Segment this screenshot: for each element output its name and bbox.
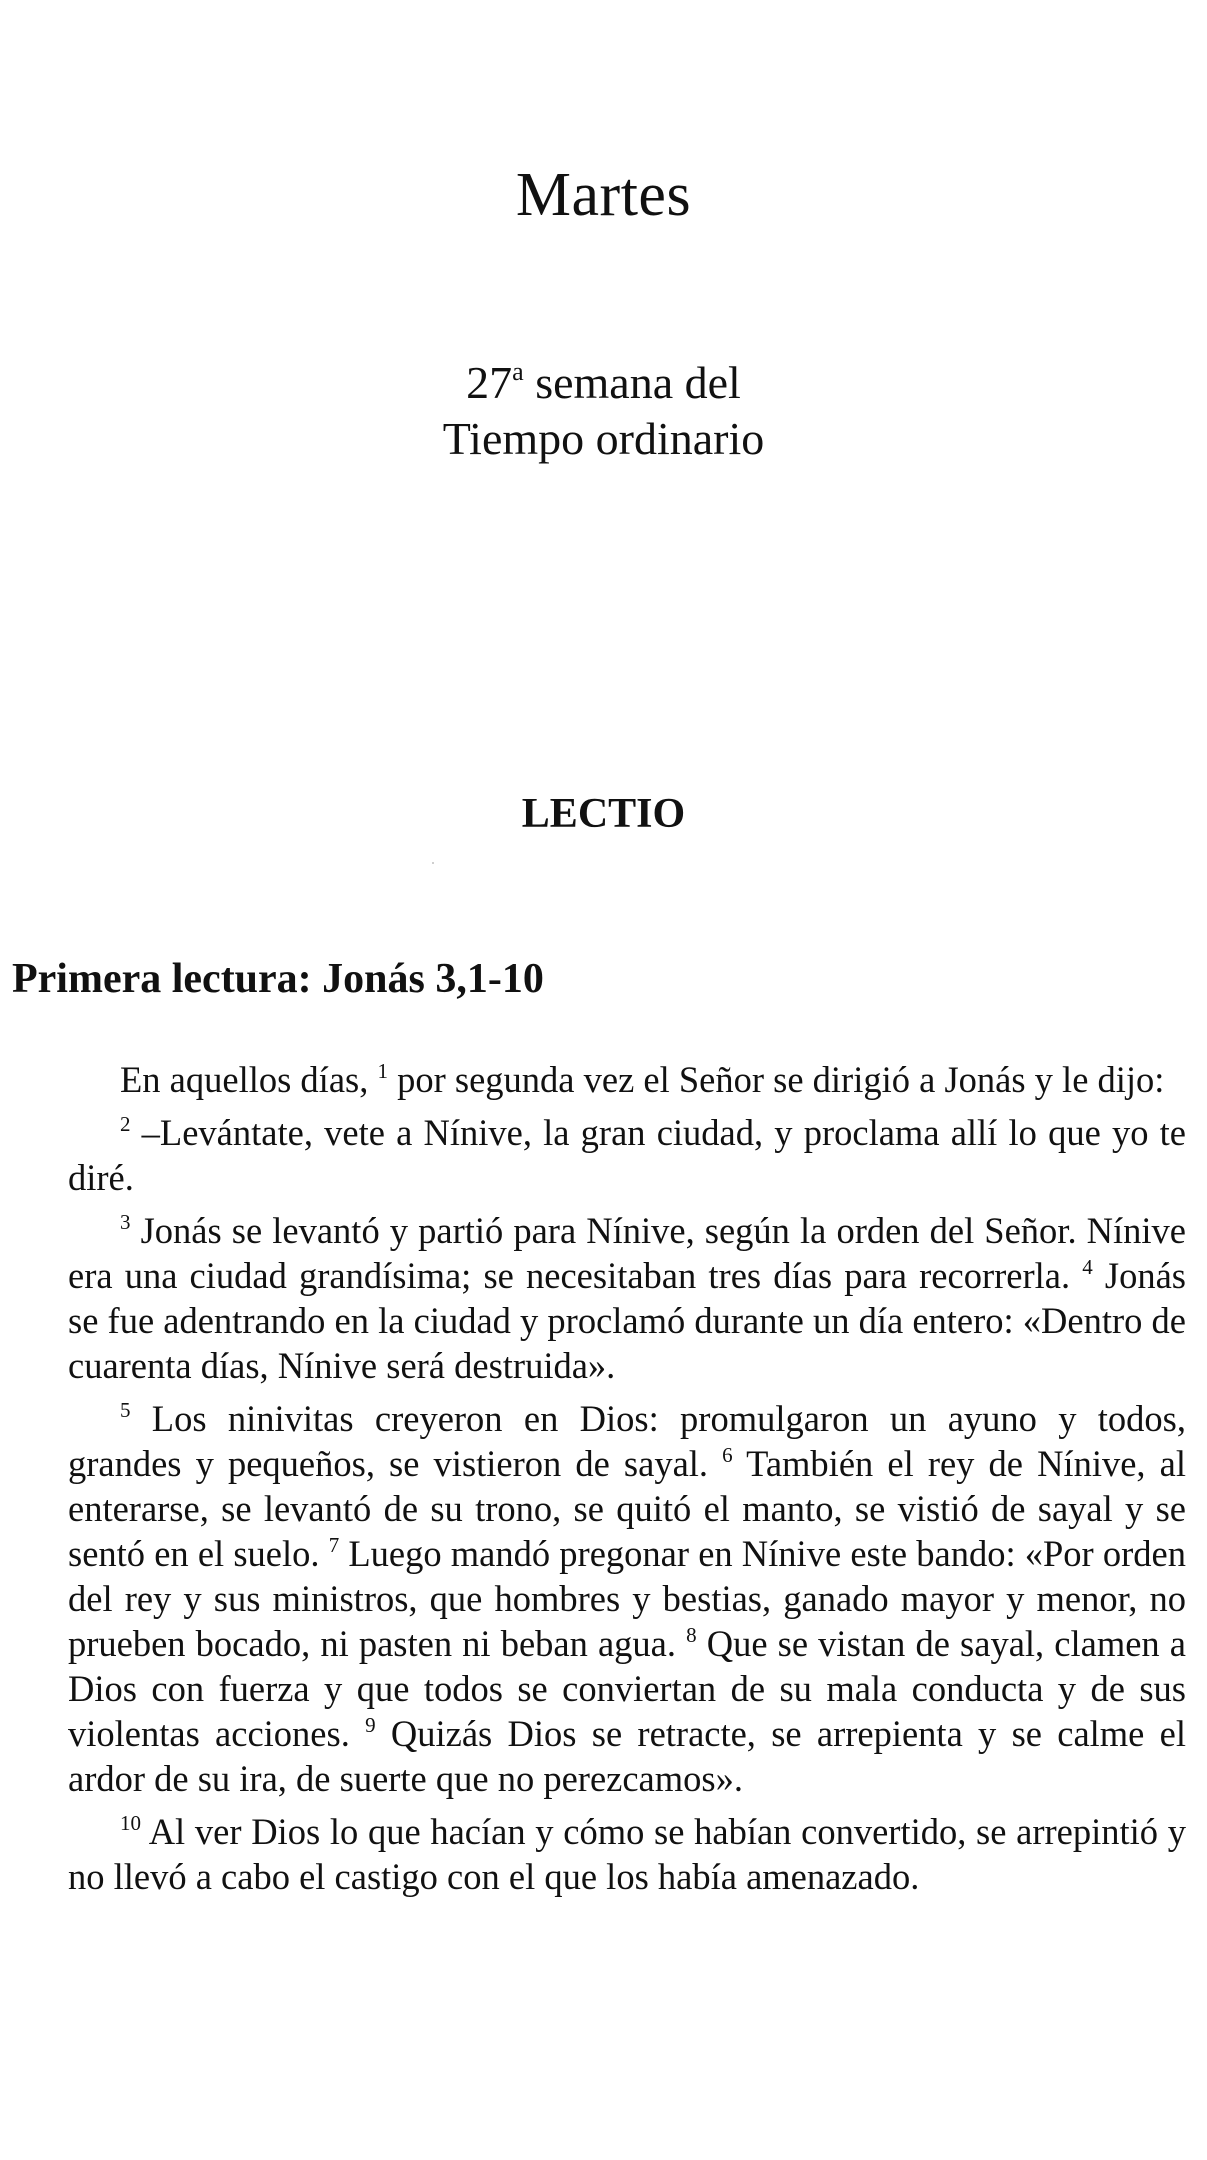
reading-paragraph (68, 1396, 1186, 1801)
verse-text: por segunda vez el Señor se dirigió a Jonás y le dijo: (387, 1059, 1165, 1100)
verse-number: 10 (120, 1811, 141, 1835)
reading-paragraph (68, 1110, 1186, 1200)
verse-number: 1 (377, 1059, 388, 1083)
verse-number: 6 (722, 1443, 733, 1467)
print-speck (432, 862, 434, 864)
reading-body (68, 1057, 1186, 1907)
week-ordinal-suffix: a (512, 357, 524, 386)
section-heading: LECTIO (521, 791, 686, 837)
verse-text: Jonás se levantó y partió para Nínive, según la orden del Señor. Nínive era una ciudad grandísima; se necesitaban tres días para recorrerla. (68, 1210, 1186, 1296)
verse-number: 9 (365, 1713, 376, 1737)
reading-heading: Primera lectura: Jonás 3,1-10 (12, 956, 544, 1002)
verse-text: –Levántate, vete a Nínive, la gran ciudad, y proclama allí lo que yo te diré. (68, 1112, 1186, 1198)
page-title: Martes (515, 161, 692, 229)
reading-paragraph (68, 1208, 1186, 1388)
verse-text: Al ver Dios lo que hacían y cómo se habían convertido, se arrepintió y no llevó a cabo el castigo con el que los había amenazado. (68, 1811, 1186, 1897)
verse-number: 7 (328, 1533, 340, 1557)
verse-text: También el rey de Nínive, al enterarse, se levantó de su trono, se quitó el manto, se vistió de sayal y se sentó en el suelo. (68, 1443, 1186, 1574)
verse-number: 8 (686, 1623, 697, 1647)
verse-text: Los ninivitas creyeron en Dios: promulgaron un ayuno y todos, grandes y pequeños, se vistieron de sayal. (68, 1398, 1186, 1484)
verse-number: 4 (1082, 1255, 1093, 1279)
week-number: 27 (466, 357, 513, 408)
week-rest: semana del (523, 357, 741, 408)
reading-paragraph (68, 1057, 1186, 1102)
verse-number: 3 (120, 1210, 131, 1234)
week-line (0, 355, 1207, 411)
verse-text: Quizás Dios se retracte, se arrepienta y se calme el ardor de su ira, de suerte que no perezcamos». (68, 1713, 1186, 1799)
reading-paragraph (68, 1809, 1186, 1899)
verse-number: 2 (120, 1112, 131, 1136)
verse-text: Luego mandó pregonar en Nínive este bando: «Por orden del rey y sus ministros, que hombres y bestias, ganado mayor y menor, no prueben bocado, ni pasten ni beban agua. (68, 1533, 1186, 1664)
verse-number: 5 (120, 1398, 131, 1422)
verse-text: Que se vistan de sayal, clamen a Dios con fuerza y que todos se conviertan de su mala conducta y de sus violentas acciones. (68, 1623, 1186, 1754)
verse-text: En aquellos días, (120, 1059, 378, 1100)
liturgical-week (0, 355, 1207, 467)
season-line: Tiempo ordinario (442, 413, 765, 464)
verse-text: Jonás se fue adentrando en la ciudad y proclamó durante un día entero: «Dentro de cuarenta días, Nínive será destruida». (68, 1255, 1186, 1386)
